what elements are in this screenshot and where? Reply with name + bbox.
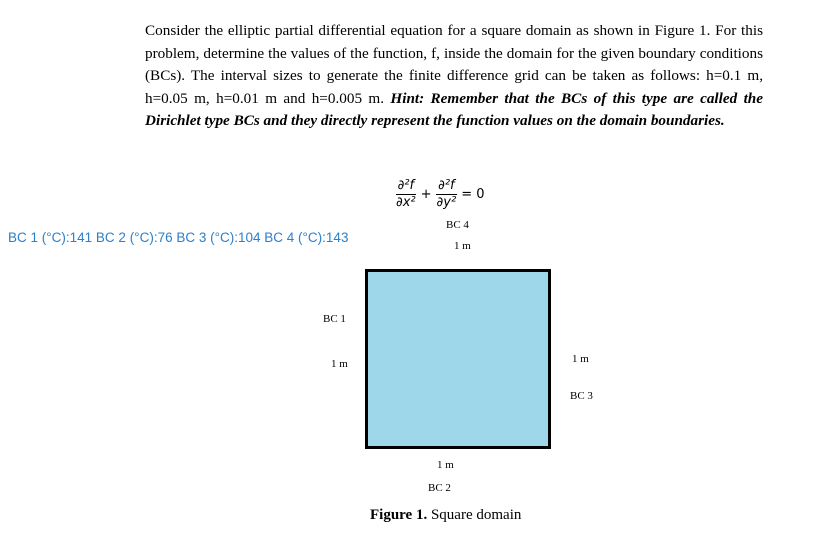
laplace-equation [394,176,487,212]
d2f-dx2 [394,178,418,211]
problem-text: Consider the elliptic partial differential equation for a square domain as shown in Figure 1. For this problem, determine the values of the function, f, inside the domain for the given boundary conditions (BCs). The interval sizes to generate the finite difference grid can be taken as follows: h=0.1 m, h=0.05 m, h=0.01 m and h=0.005 m. [145,22,763,107]
d2f-dy2 [435,178,459,211]
hint-text: Hint: Remember that the BCs of this type are called the Dirichlet type BCs and they directly represent the function values on the domain boundaries. [145,89,763,130]
term1-numerator: ∂²f [397,177,415,193]
left-length-label: 1 m [331,358,348,370]
plus-sign: + [420,186,432,202]
bottom-length-label: 1 m [437,459,454,471]
equals-zero: = 0 [461,186,485,202]
left-bc-label: BC 1 [323,313,346,325]
caption-text: Square domain [430,507,522,523]
bc-values: BC 1 (°C):141 BC 2 (°C):76 BC 3 (°C):104 BC 4 (°C):143 [8,230,349,245]
term2-denominator: ∂y² [436,194,457,210]
problem-statement [145,20,763,133]
term2-numerator: ∂²f [438,177,455,193]
square-domain [365,269,551,449]
top-length-label: 1 m [454,240,471,252]
term1-denominator: ∂x² [396,194,416,210]
right-length-label: 1 m [572,353,589,365]
caption-label: Figure 1. [370,507,428,523]
bottom-bc-label: BC 2 [428,482,451,494]
right-bc-label: BC 3 [570,390,593,402]
top-bc-label: BC 4 [446,219,469,231]
figure-caption [370,507,521,524]
